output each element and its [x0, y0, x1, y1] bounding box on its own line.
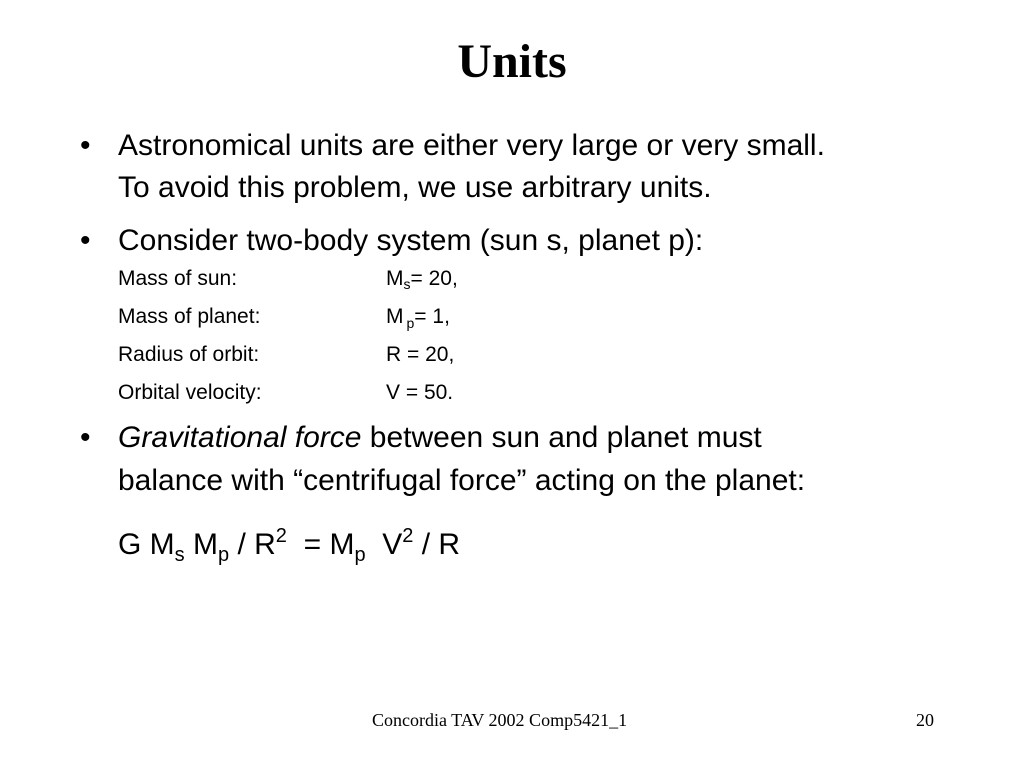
symbol: M: [386, 305, 404, 328]
bullet-3-line-1: [118, 418, 968, 458]
bullet-1-line-1: Astronomical units are either very large or very small.: [118, 129, 825, 162]
parameter-label: Mass of sun:: [118, 267, 238, 290]
parameter-value: [386, 303, 450, 337]
symbol: M: [386, 267, 404, 290]
equation-term: / R: [229, 528, 276, 561]
value: = 20,: [410, 267, 458, 290]
equation-superscript: 2: [275, 525, 287, 547]
equation-subscript: p: [354, 544, 366, 566]
parameter-label: Radius of orbit:: [118, 343, 260, 366]
bullet-1-line-2: To avoid this problem, we use arbitrary units.: [118, 171, 712, 204]
parameter-value: R = 20,: [386, 343, 455, 366]
equation-superscript: 2: [402, 525, 414, 547]
parameter-label: Mass of planet:: [118, 305, 261, 328]
bullet-3-line-1-rest: between sun and planet must: [361, 421, 762, 454]
equation-subscript: s: [174, 544, 185, 566]
equation-term: G M: [118, 528, 175, 561]
parameter-label: Orbital velocity:: [118, 381, 262, 404]
bullet-3-line-2: balance with “centrifugal force” acting on the planet:: [118, 464, 806, 497]
equation-term: = M: [286, 528, 355, 561]
bullet-icon: •: [80, 224, 91, 257]
equation-subscript: p: [218, 544, 230, 566]
page-number: 20: [916, 710, 934, 730]
bullet-icon: •: [80, 129, 91, 162]
subscript: s: [403, 276, 411, 292]
parameter-value: [386, 265, 458, 298]
footer-source: Concordia TAV 2002 Comp5421_1: [372, 710, 628, 730]
equation-term: V: [365, 528, 403, 561]
bullet-icon: •: [80, 421, 91, 454]
bullet-2-line-1: Consider two-body system (sun s, planet p):: [118, 224, 704, 257]
parameter-value: V = 50.: [386, 381, 454, 404]
equation-term: M: [184, 528, 218, 561]
equation-term: / R: [413, 528, 461, 561]
slide-title: Units: [457, 35, 567, 88]
emphasis-text: Gravitational force: [118, 421, 362, 454]
force-balance-equation: [118, 516, 460, 575]
value: = 1,: [414, 305, 450, 328]
subscript: p: [406, 315, 415, 331]
